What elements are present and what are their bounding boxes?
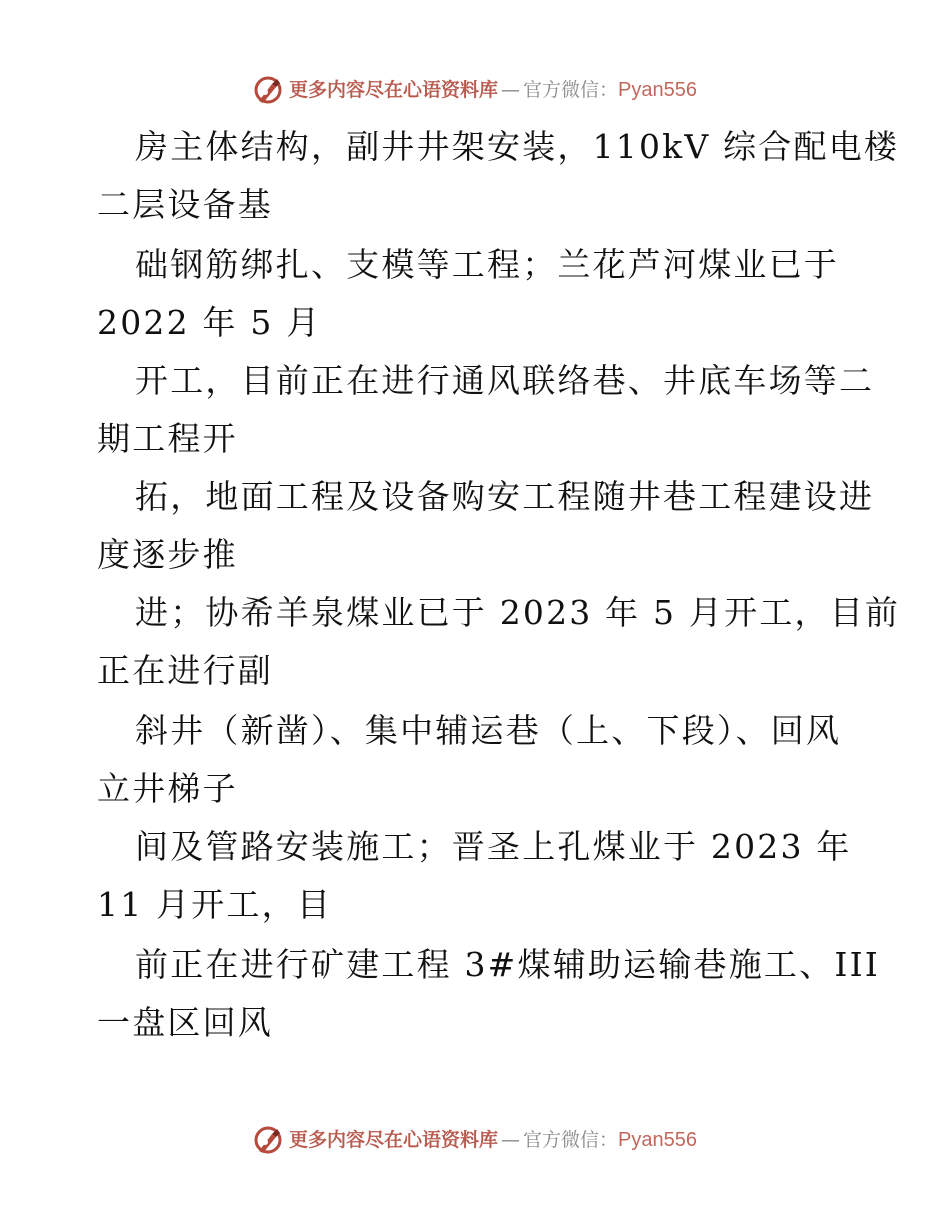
body-line: 2022 年 5 月 <box>97 303 322 342</box>
pen-logo-icon <box>253 1125 283 1155</box>
header-banner-wechat-id: Pyan556 <box>618 79 697 101</box>
body-line: 拓，地面工程及设备购安工程随井巷工程建设进 <box>135 477 875 516</box>
body-line: 正在进行副 <box>97 651 273 690</box>
footer-banner <box>0 1120 950 1160</box>
header-banner-title: 更多内容尽在心语资料库 <box>289 78 499 101</box>
body-line: 度逐步推 <box>97 535 238 574</box>
body-line: 开工，目前正在进行通风联络巷、井底车场等二 <box>135 361 875 400</box>
header-banner <box>0 70 950 110</box>
body-line: 11 月开工，目 <box>97 885 333 924</box>
body-line: 期工程开 <box>97 419 238 458</box>
body-line: 进；协希羊泉煤业已于 2023 年 5 月开工，目前 <box>135 593 901 632</box>
body-line: 前正在进行矿建工程 3#煤辅助运输巷施工、III <box>135 945 881 984</box>
body-line: 房主体结构，副井井架安装，110kV 综合配电楼 <box>135 127 900 166</box>
footer-banner-title: 更多内容尽在心语资料库 <box>289 1128 499 1151</box>
footer-banner-wechat-id: Pyan556 <box>618 1129 697 1151</box>
body-line: 础钢筋绑扎、支模等工程；兰花芦河煤业已于 <box>135 245 839 284</box>
pen-logo-icon <box>253 75 283 105</box>
body-line: 间及管路安装施工；晋圣上孔煤业于 2023 年 <box>135 827 852 866</box>
body-line: 二层设备基 <box>97 185 273 224</box>
header-banner-official: 官方微信： <box>523 78 619 101</box>
footer-banner-official: 官方微信： <box>523 1128 619 1151</box>
body-line: 立井梯子 <box>97 769 238 808</box>
header-banner-dash: — <box>501 78 521 101</box>
header-banner-text <box>289 80 697 100</box>
body-line: 斜井（新凿）、集中辅运巷（上、下段）、回风 <box>135 711 842 750</box>
footer-banner-dash: — <box>501 1128 521 1151</box>
body-line: 一盘区回风 <box>97 1003 273 1042</box>
footer-banner-text <box>289 1130 697 1150</box>
